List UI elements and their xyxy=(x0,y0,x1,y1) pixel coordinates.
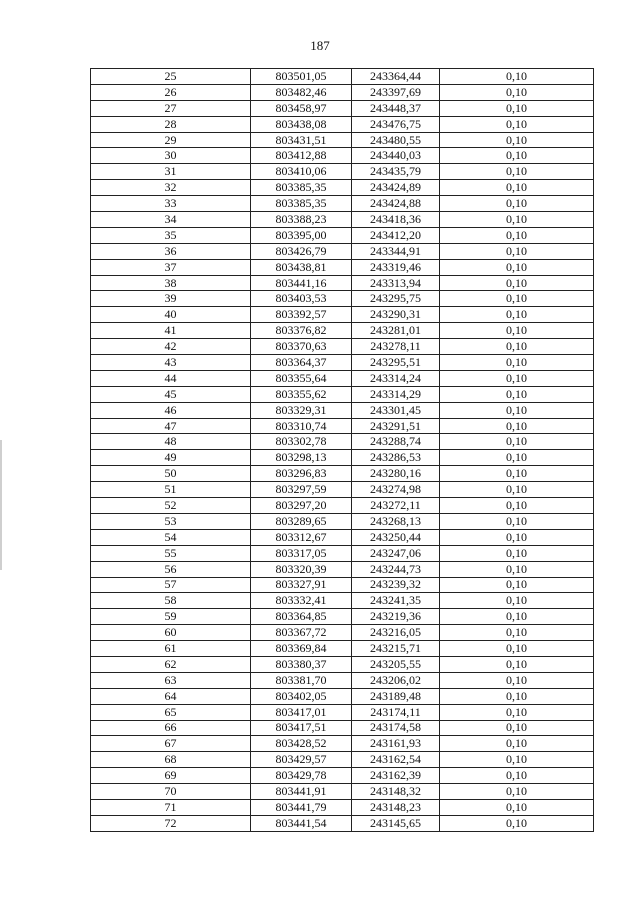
accuracy-cell: 0,10 xyxy=(440,641,594,657)
x-coordinate-cell: 803392,57 xyxy=(251,307,352,323)
accuracy-cell: 0,10 xyxy=(440,227,594,243)
accuracy-cell: 0,10 xyxy=(440,609,594,625)
table-row xyxy=(91,402,594,418)
y-coordinate-cell: 243314,29 xyxy=(352,386,440,402)
point-number-cell: 30 xyxy=(91,148,251,164)
table-row xyxy=(91,593,594,609)
y-coordinate-cell: 243286,53 xyxy=(352,450,440,466)
point-number-cell: 42 xyxy=(91,339,251,355)
table-row xyxy=(91,688,594,704)
x-coordinate-cell: 803297,59 xyxy=(251,482,352,498)
accuracy-cell: 0,10 xyxy=(440,752,594,768)
point-number-cell: 55 xyxy=(91,545,251,561)
table-row xyxy=(91,259,594,275)
table-row xyxy=(91,116,594,132)
accuracy-cell: 0,10 xyxy=(440,339,594,355)
point-number-cell: 49 xyxy=(91,450,251,466)
x-coordinate-cell: 803310,74 xyxy=(251,418,352,434)
page-number: 187 xyxy=(310,38,330,53)
point-number-cell: 40 xyxy=(91,307,251,323)
accuracy-cell: 0,10 xyxy=(440,450,594,466)
table-row xyxy=(91,720,594,736)
y-coordinate-cell: 243314,24 xyxy=(352,370,440,386)
point-number-cell: 62 xyxy=(91,656,251,672)
x-coordinate-cell: 803385,35 xyxy=(251,196,352,212)
accuracy-cell: 0,10 xyxy=(440,434,594,450)
x-coordinate-cell: 803426,79 xyxy=(251,243,352,259)
point-number-cell: 72 xyxy=(91,815,251,831)
point-number-cell: 60 xyxy=(91,625,251,641)
x-coordinate-cell: 803501,05 xyxy=(251,69,352,85)
x-coordinate-cell: 803385,35 xyxy=(251,180,352,196)
point-number-cell: 63 xyxy=(91,672,251,688)
y-coordinate-cell: 243219,36 xyxy=(352,609,440,625)
point-number-cell: 34 xyxy=(91,212,251,228)
x-coordinate-cell: 803296,83 xyxy=(251,466,352,482)
y-coordinate-cell: 243241,35 xyxy=(352,593,440,609)
y-coordinate-cell: 243215,71 xyxy=(352,641,440,657)
x-coordinate-cell: 803438,08 xyxy=(251,116,352,132)
y-coordinate-cell: 243189,48 xyxy=(352,688,440,704)
table-row xyxy=(91,577,594,593)
accuracy-cell: 0,10 xyxy=(440,418,594,434)
point-number-cell: 65 xyxy=(91,704,251,720)
y-coordinate-cell: 243148,32 xyxy=(352,784,440,800)
accuracy-cell: 0,10 xyxy=(440,148,594,164)
y-coordinate-cell: 243148,23 xyxy=(352,799,440,815)
table-row xyxy=(91,180,594,196)
y-coordinate-cell: 243278,11 xyxy=(352,339,440,355)
x-coordinate-cell: 803289,65 xyxy=(251,513,352,529)
table-row xyxy=(91,656,594,672)
point-number-cell: 50 xyxy=(91,466,251,482)
table-row xyxy=(91,291,594,307)
y-coordinate-cell: 243448,37 xyxy=(352,100,440,116)
point-number-cell: 25 xyxy=(91,69,251,85)
table-row xyxy=(91,784,594,800)
accuracy-cell: 0,10 xyxy=(440,529,594,545)
x-coordinate-cell: 803312,67 xyxy=(251,529,352,545)
y-coordinate-cell: 243301,45 xyxy=(352,402,440,418)
point-number-cell: 41 xyxy=(91,323,251,339)
point-number-cell: 43 xyxy=(91,355,251,371)
table-row xyxy=(91,752,594,768)
y-coordinate-cell: 243280,16 xyxy=(352,466,440,482)
x-coordinate-cell: 803412,88 xyxy=(251,148,352,164)
accuracy-cell: 0,10 xyxy=(440,625,594,641)
x-coordinate-cell: 803441,91 xyxy=(251,784,352,800)
point-number-cell: 37 xyxy=(91,259,251,275)
table-row xyxy=(91,69,594,85)
y-coordinate-cell: 243290,31 xyxy=(352,307,440,323)
table-row xyxy=(91,625,594,641)
accuracy-cell: 0,10 xyxy=(440,466,594,482)
table-row xyxy=(91,815,594,831)
table-row xyxy=(91,339,594,355)
table-row xyxy=(91,227,594,243)
table-row xyxy=(91,736,594,752)
x-coordinate-cell: 803410,06 xyxy=(251,164,352,180)
accuracy-cell: 0,10 xyxy=(440,768,594,784)
table-row xyxy=(91,768,594,784)
table-row xyxy=(91,84,594,100)
accuracy-cell: 0,10 xyxy=(440,84,594,100)
table-row xyxy=(91,323,594,339)
accuracy-cell: 0,10 xyxy=(440,291,594,307)
point-number-cell: 71 xyxy=(91,799,251,815)
point-number-cell: 64 xyxy=(91,688,251,704)
table-row xyxy=(91,196,594,212)
y-coordinate-cell: 243239,32 xyxy=(352,577,440,593)
y-coordinate-cell: 243295,51 xyxy=(352,355,440,371)
y-coordinate-cell: 243206,02 xyxy=(352,672,440,688)
point-number-cell: 52 xyxy=(91,498,251,514)
table-row xyxy=(91,164,594,180)
point-number-cell: 68 xyxy=(91,752,251,768)
table-row xyxy=(91,243,594,259)
accuracy-cell: 0,10 xyxy=(440,593,594,609)
y-coordinate-cell: 243440,03 xyxy=(352,148,440,164)
x-coordinate-cell: 803431,51 xyxy=(251,132,352,148)
accuracy-cell: 0,10 xyxy=(440,402,594,418)
y-coordinate-cell: 243174,58 xyxy=(352,720,440,736)
x-coordinate-cell: 803302,78 xyxy=(251,434,352,450)
y-coordinate-cell: 243288,74 xyxy=(352,434,440,450)
accuracy-cell: 0,10 xyxy=(440,784,594,800)
x-coordinate-cell: 803367,72 xyxy=(251,625,352,641)
point-number-cell: 69 xyxy=(91,768,251,784)
y-coordinate-cell: 243476,75 xyxy=(352,116,440,132)
point-number-cell: 54 xyxy=(91,529,251,545)
y-coordinate-cell: 243274,98 xyxy=(352,482,440,498)
accuracy-cell: 0,10 xyxy=(440,656,594,672)
accuracy-cell: 0,10 xyxy=(440,100,594,116)
accuracy-cell: 0,10 xyxy=(440,307,594,323)
x-coordinate-cell: 803428,52 xyxy=(251,736,352,752)
y-coordinate-cell: 243244,73 xyxy=(352,561,440,577)
accuracy-cell: 0,10 xyxy=(440,259,594,275)
y-coordinate-cell: 243268,13 xyxy=(352,513,440,529)
table-row xyxy=(91,370,594,386)
x-coordinate-cell: 803369,84 xyxy=(251,641,352,657)
accuracy-cell: 0,10 xyxy=(440,275,594,291)
accuracy-cell: 0,10 xyxy=(440,243,594,259)
y-coordinate-cell: 243272,11 xyxy=(352,498,440,514)
y-coordinate-cell: 243250,44 xyxy=(352,529,440,545)
x-coordinate-cell: 803388,23 xyxy=(251,212,352,228)
scan-edge-mark xyxy=(0,440,2,570)
table-row xyxy=(91,704,594,720)
point-number-cell: 61 xyxy=(91,641,251,657)
x-coordinate-cell: 803380,37 xyxy=(251,656,352,672)
y-coordinate-cell: 243174,11 xyxy=(352,704,440,720)
x-coordinate-cell: 803317,05 xyxy=(251,545,352,561)
accuracy-cell: 0,10 xyxy=(440,561,594,577)
point-number-cell: 58 xyxy=(91,593,251,609)
x-coordinate-cell: 803403,53 xyxy=(251,291,352,307)
table-row xyxy=(91,672,594,688)
x-coordinate-cell: 803429,57 xyxy=(251,752,352,768)
table-row xyxy=(91,561,594,577)
accuracy-cell: 0,10 xyxy=(440,132,594,148)
table-row xyxy=(91,482,594,498)
accuracy-cell: 0,10 xyxy=(440,212,594,228)
point-number-cell: 70 xyxy=(91,784,251,800)
x-coordinate-cell: 803329,31 xyxy=(251,402,352,418)
point-number-cell: 67 xyxy=(91,736,251,752)
x-coordinate-cell: 803441,79 xyxy=(251,799,352,815)
accuracy-cell: 0,10 xyxy=(440,577,594,593)
x-coordinate-cell: 803441,16 xyxy=(251,275,352,291)
x-coordinate-cell: 803327,91 xyxy=(251,577,352,593)
point-number-cell: 26 xyxy=(91,84,251,100)
y-coordinate-cell: 243424,88 xyxy=(352,196,440,212)
point-number-cell: 47 xyxy=(91,418,251,434)
table-row xyxy=(91,355,594,371)
coordinates-table xyxy=(90,68,594,832)
y-coordinate-cell: 243291,51 xyxy=(352,418,440,434)
table-row xyxy=(91,418,594,434)
x-coordinate-cell: 803482,46 xyxy=(251,84,352,100)
y-coordinate-cell: 243435,79 xyxy=(352,164,440,180)
x-coordinate-cell: 803298,13 xyxy=(251,450,352,466)
accuracy-cell: 0,10 xyxy=(440,498,594,514)
x-coordinate-cell: 803355,62 xyxy=(251,386,352,402)
point-number-cell: 56 xyxy=(91,561,251,577)
y-coordinate-cell: 243161,93 xyxy=(352,736,440,752)
point-number-cell: 48 xyxy=(91,434,251,450)
accuracy-cell: 0,10 xyxy=(440,180,594,196)
accuracy-cell: 0,10 xyxy=(440,69,594,85)
x-coordinate-cell: 803417,51 xyxy=(251,720,352,736)
accuracy-cell: 0,10 xyxy=(440,323,594,339)
table-row xyxy=(91,434,594,450)
x-coordinate-cell: 803370,63 xyxy=(251,339,352,355)
x-coordinate-cell: 803376,82 xyxy=(251,323,352,339)
table-row xyxy=(91,498,594,514)
point-number-cell: 31 xyxy=(91,164,251,180)
x-coordinate-cell: 803458,97 xyxy=(251,100,352,116)
point-number-cell: 53 xyxy=(91,513,251,529)
y-coordinate-cell: 243424,89 xyxy=(352,180,440,196)
accuracy-cell: 0,10 xyxy=(440,720,594,736)
accuracy-cell: 0,10 xyxy=(440,704,594,720)
y-coordinate-cell: 243319,46 xyxy=(352,259,440,275)
point-number-cell: 39 xyxy=(91,291,251,307)
y-coordinate-cell: 243364,44 xyxy=(352,69,440,85)
y-coordinate-cell: 243412,20 xyxy=(352,227,440,243)
x-coordinate-cell: 803402,05 xyxy=(251,688,352,704)
table-row xyxy=(91,307,594,323)
x-coordinate-cell: 803332,41 xyxy=(251,593,352,609)
accuracy-cell: 0,10 xyxy=(440,545,594,561)
y-coordinate-cell: 243418,36 xyxy=(352,212,440,228)
accuracy-cell: 0,10 xyxy=(440,513,594,529)
point-number-cell: 46 xyxy=(91,402,251,418)
point-number-cell: 66 xyxy=(91,720,251,736)
table-row xyxy=(91,513,594,529)
accuracy-cell: 0,10 xyxy=(440,688,594,704)
accuracy-cell: 0,10 xyxy=(440,736,594,752)
table-row xyxy=(91,100,594,116)
accuracy-cell: 0,10 xyxy=(440,386,594,402)
y-coordinate-cell: 243281,01 xyxy=(352,323,440,339)
y-coordinate-cell: 243162,39 xyxy=(352,768,440,784)
accuracy-cell: 0,10 xyxy=(440,164,594,180)
coordinates-table-body xyxy=(91,69,594,832)
x-coordinate-cell: 803417,01 xyxy=(251,704,352,720)
accuracy-cell: 0,10 xyxy=(440,815,594,831)
point-number-cell: 33 xyxy=(91,196,251,212)
x-coordinate-cell: 803438,81 xyxy=(251,259,352,275)
x-coordinate-cell: 803395,00 xyxy=(251,227,352,243)
accuracy-cell: 0,10 xyxy=(440,116,594,132)
table-row xyxy=(91,545,594,561)
y-coordinate-cell: 243313,94 xyxy=(352,275,440,291)
point-number-cell: 59 xyxy=(91,609,251,625)
table-row xyxy=(91,641,594,657)
accuracy-cell: 0,10 xyxy=(440,370,594,386)
point-number-cell: 29 xyxy=(91,132,251,148)
table-row xyxy=(91,466,594,482)
y-coordinate-cell: 243344,91 xyxy=(352,243,440,259)
point-number-cell: 35 xyxy=(91,227,251,243)
point-number-cell: 57 xyxy=(91,577,251,593)
y-coordinate-cell: 243295,75 xyxy=(352,291,440,307)
x-coordinate-cell: 803364,85 xyxy=(251,609,352,625)
point-number-cell: 36 xyxy=(91,243,251,259)
accuracy-cell: 0,10 xyxy=(440,482,594,498)
point-number-cell: 32 xyxy=(91,180,251,196)
x-coordinate-cell: 803355,64 xyxy=(251,370,352,386)
x-coordinate-cell: 803320,39 xyxy=(251,561,352,577)
table-row xyxy=(91,212,594,228)
accuracy-cell: 0,10 xyxy=(440,196,594,212)
point-number-cell: 28 xyxy=(91,116,251,132)
point-number-cell: 51 xyxy=(91,482,251,498)
point-number-cell: 38 xyxy=(91,275,251,291)
point-number-cell: 45 xyxy=(91,386,251,402)
x-coordinate-cell: 803441,54 xyxy=(251,815,352,831)
x-coordinate-cell: 803381,70 xyxy=(251,672,352,688)
table-row xyxy=(91,799,594,815)
table-row xyxy=(91,386,594,402)
accuracy-cell: 0,10 xyxy=(440,355,594,371)
accuracy-cell: 0,10 xyxy=(440,672,594,688)
y-coordinate-cell: 243145,65 xyxy=(352,815,440,831)
y-coordinate-cell: 243247,06 xyxy=(352,545,440,561)
table-row xyxy=(91,132,594,148)
table-row xyxy=(91,275,594,291)
table-row xyxy=(91,609,594,625)
table-row xyxy=(91,148,594,164)
x-coordinate-cell: 803297,20 xyxy=(251,498,352,514)
accuracy-cell: 0,10 xyxy=(440,799,594,815)
y-coordinate-cell: 243480,55 xyxy=(352,132,440,148)
table-row xyxy=(91,450,594,466)
x-coordinate-cell: 803364,37 xyxy=(251,355,352,371)
table-row xyxy=(91,529,594,545)
y-coordinate-cell: 243216,05 xyxy=(352,625,440,641)
y-coordinate-cell: 243205,55 xyxy=(352,656,440,672)
x-coordinate-cell: 803429,78 xyxy=(251,768,352,784)
y-coordinate-cell: 243397,69 xyxy=(352,84,440,100)
point-number-cell: 44 xyxy=(91,370,251,386)
point-number-cell: 27 xyxy=(91,100,251,116)
y-coordinate-cell: 243162,54 xyxy=(352,752,440,768)
